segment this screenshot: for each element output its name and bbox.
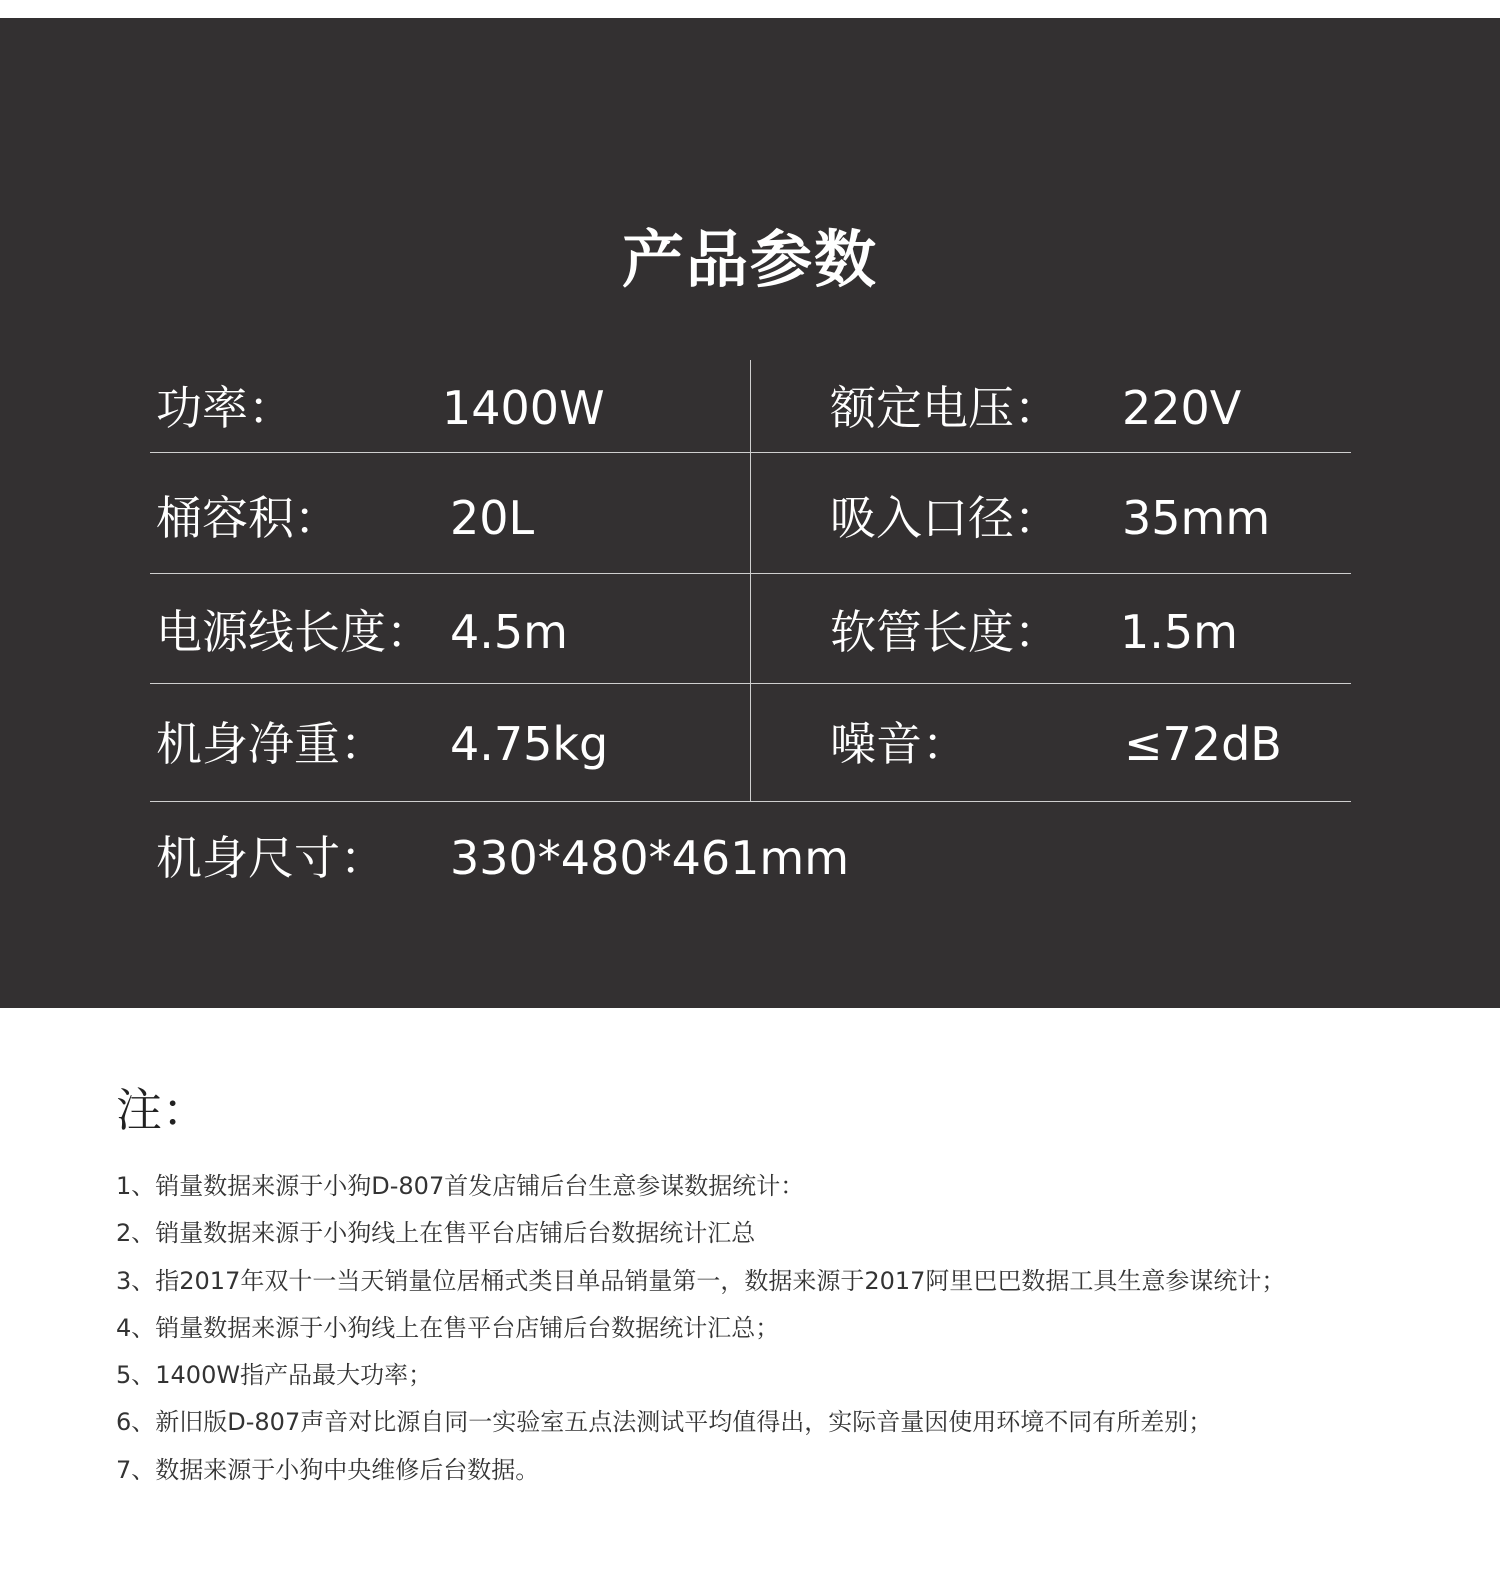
list-item: 5、1400W指产品最大功率； bbox=[116, 1361, 433, 1390]
spec-value-cord-length: 4.5m bbox=[450, 605, 568, 659]
list-item: 1、销量数据来源于小狗D-807首发店铺后台生意参谋数据统计： bbox=[116, 1172, 805, 1200]
product-parameters-panel bbox=[0, 18, 1500, 1008]
spec-label-net-weight: 机身净重： bbox=[156, 717, 386, 771]
list-item: 2、销量数据来源于小狗线上在售平台店铺后台数据统计汇总 bbox=[116, 1219, 756, 1248]
spec-value-hose-length: 1.5m bbox=[1120, 605, 1238, 659]
notes-list bbox=[116, 1163, 1416, 1494]
list-item: 6、新旧版D-807声音对比源自同一实验室五点法测试平均值得出，实际音量因使用环境不同有所差别； bbox=[116, 1408, 1213, 1437]
list-item: 3、指2017年双十一当天销量位居桶式类目单品销量第一，数据来源于2017阿里巴巴数据工具生意参谋统计； bbox=[116, 1266, 1286, 1295]
spec-label-power: 功率： bbox=[156, 381, 294, 435]
spec-value-bucket-capacity: 20L bbox=[450, 491, 535, 545]
spec-value-inlet-diameter: 35mm bbox=[1122, 491, 1271, 545]
panel-title: 产品参数 bbox=[621, 222, 878, 296]
spec-label-inlet-diameter: 吸入口径： bbox=[830, 491, 1060, 545]
spec-label-hose-length: 软管长度： bbox=[830, 605, 1060, 659]
spec-label-rated-voltage: 额定电压： bbox=[830, 381, 1060, 435]
spec-label-dimensions: 机身尺寸： bbox=[156, 831, 386, 885]
spec-label-noise: 噪音： bbox=[830, 717, 968, 771]
spec-label-bucket-capacity: 桶容积： bbox=[156, 491, 340, 545]
list-item: 7、数据来源于小狗中央维修后台数据。 bbox=[116, 1455, 540, 1484]
spec-value-net-weight: 4.75kg bbox=[450, 717, 609, 771]
spec-label-cord-length: 电源线长度： bbox=[156, 605, 432, 659]
column-divider bbox=[750, 360, 751, 802]
notes-title: 注： bbox=[116, 1083, 208, 1137]
spec-value-noise: ≤72dB bbox=[1124, 717, 1282, 771]
spec-value-dimensions: 330*480*461mm bbox=[450, 831, 850, 885]
spec-value-power: 1400W bbox=[442, 381, 605, 435]
spec-value-rated-voltage: 220V bbox=[1122, 381, 1242, 435]
list-item: 4、销量数据来源于小狗线上在售平台店铺后台数据统计汇总； bbox=[116, 1313, 780, 1342]
